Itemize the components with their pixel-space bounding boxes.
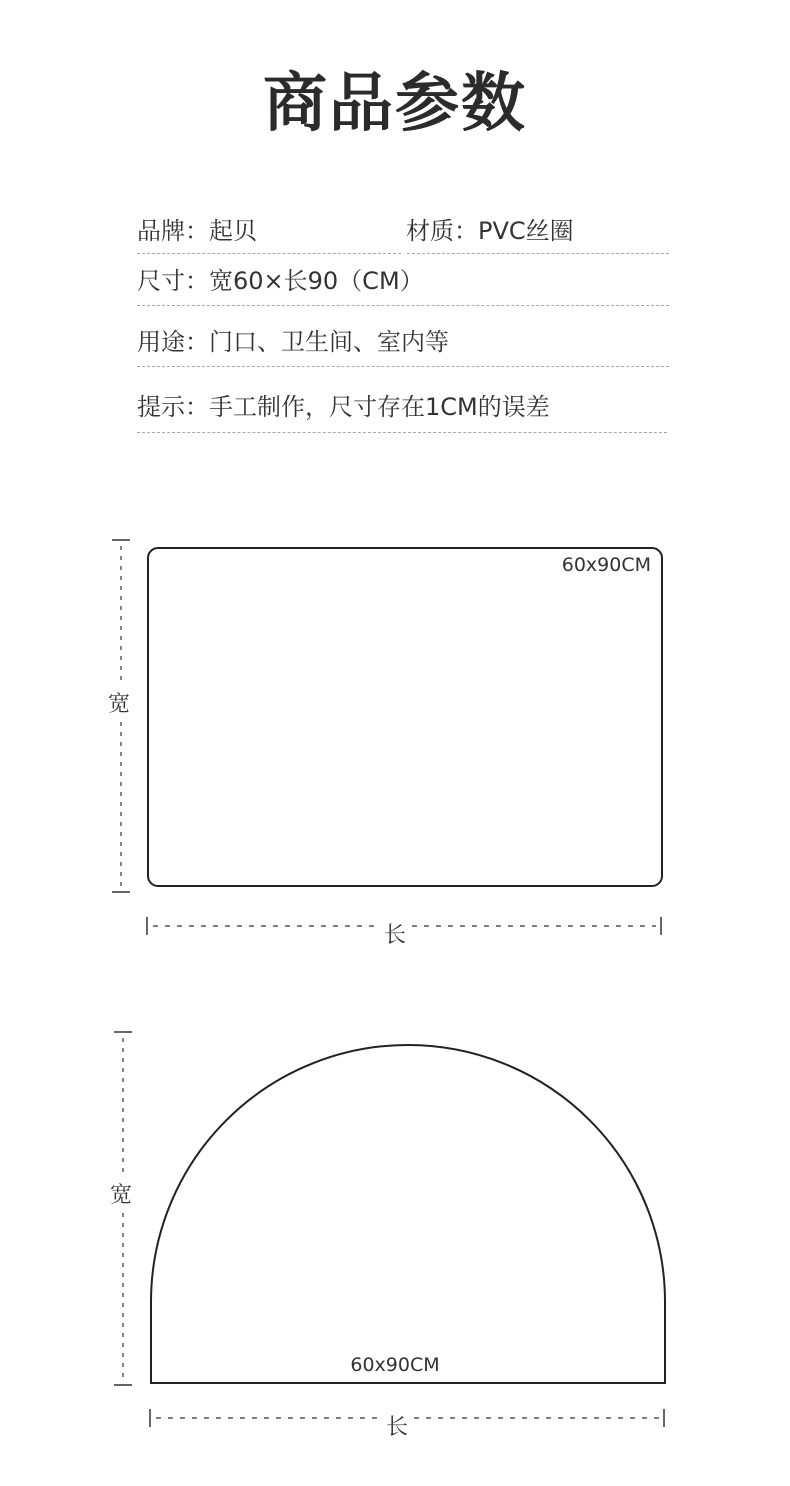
semicircle-size-label: 60x90CM: [350, 1354, 440, 1376]
length-label: 长: [383, 923, 407, 948]
width-label: 宽: [109, 1183, 133, 1208]
spec-usage: 用途：门口、卫生间、室内等: [137, 328, 449, 356]
semicircle-mat-outline: [151, 1045, 665, 1383]
page-title: 商品参数: [263, 67, 527, 141]
rect-size-label: 60x90CM: [561, 554, 651, 576]
spec-size: 尺寸：宽60×长90（CM）: [137, 267, 424, 295]
width-label: 宽: [107, 692, 131, 717]
spec-brand: 品牌：起贝: [137, 217, 257, 245]
spec-note: 提示：手工制作，尺寸存在1CM的误差: [137, 393, 550, 421]
spec-material: 材质：PVC丝圈: [406, 217, 574, 245]
length-label: 长: [385, 1415, 409, 1440]
